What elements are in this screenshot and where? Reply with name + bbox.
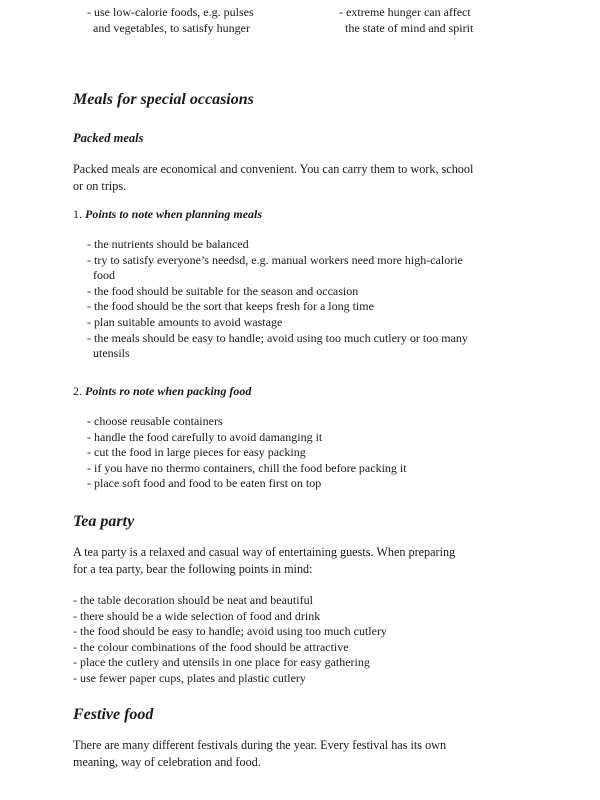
planning-heading <box>73 207 262 222</box>
paragraph-line: meaning, way of celebration and food. <box>73 754 261 769</box>
list-item: - the meals should be easy to handle; avoid using too much cutlery or too many <box>87 330 468 345</box>
section-title-meals: Meals for special occasions <box>73 91 254 108</box>
tea-party-list <box>73 593 387 687</box>
festive-food-intro <box>73 737 543 770</box>
top-left-column <box>87 4 254 36</box>
list-item: - choose reusable containers <box>87 414 223 428</box>
list-item: - the food should be the sort that keeps fresh for a long time <box>87 299 374 314</box>
list-item: food <box>93 268 115 283</box>
subheading-packed-meals: Packed meals <box>73 131 144 145</box>
list-number: 1. <box>73 207 82 221</box>
list-item: - the food should be suitable for the season and occasion <box>87 283 359 298</box>
list-item: - use fewer paper cups, plates and plastic cutlery <box>73 670 306 685</box>
list-item: - place soft food and food to be eaten first on top <box>87 476 322 491</box>
tea-party-intro <box>73 544 543 577</box>
paragraph-line: for a tea party, bear the following points in mind: <box>73 561 313 576</box>
list-item: - the colour combinations of the food should be attractive <box>73 639 349 654</box>
packing-heading-text: Points ro note when packing food <box>85 384 252 398</box>
top-right-line: - extreme hunger can affect <box>339 5 471 19</box>
list-item: - place the cutlery and utensils in one place for easy gathering <box>73 655 370 670</box>
paragraph-line: There are many different festivals during the year. Every festival has its own <box>73 738 447 752</box>
list-item: - plan suitable amounts to avoid wastage <box>87 314 283 329</box>
list-item: utensils <box>93 346 130 361</box>
packing-list <box>87 414 407 492</box>
top-right-line: the state of mind and spirit <box>345 21 474 35</box>
planning-list <box>87 237 468 362</box>
paragraph-line: A tea party is a relaxed and casual way of entertaining guests. When preparing <box>73 545 456 559</box>
list-item: - if you have no thermo containers, chill the food before packing it <box>87 460 407 475</box>
packed-meals-intro <box>73 161 543 194</box>
list-number: 2. <box>73 384 82 398</box>
list-item: - the nutrients should be balanced <box>87 237 249 251</box>
top-left-line: and vegetables, to satisfy hunger <box>93 21 250 35</box>
section-title-tea-party: Tea party <box>73 513 135 530</box>
top-left-line: - use low-calorie foods, e.g. pulses <box>87 5 254 19</box>
paragraph-line: Packed meals are economical and convenient. You can carry them to work, school <box>73 162 474 176</box>
packing-heading <box>73 384 251 399</box>
planning-heading-text: Points to note when planning meals <box>85 207 263 221</box>
top-right-column <box>339 4 473 36</box>
list-item: - cut the food in large pieces for easy packing <box>87 445 306 460</box>
list-item: - there should be a wide selection of food and drink <box>73 608 321 623</box>
list-item: - the food should be easy to handle; avoid using too much cutlery <box>73 624 387 639</box>
paragraph-line: or on trips. <box>73 178 127 193</box>
list-item: - the table decoration should be neat and beautiful <box>73 593 313 607</box>
list-item: - handle the food carefully to avoid damanging it <box>87 429 323 444</box>
section-title-festive-food: Festive food <box>73 706 154 723</box>
list-item: - try to satisfy everyone’s needsd, e.g. manual workers need more high-calorie <box>87 252 463 267</box>
